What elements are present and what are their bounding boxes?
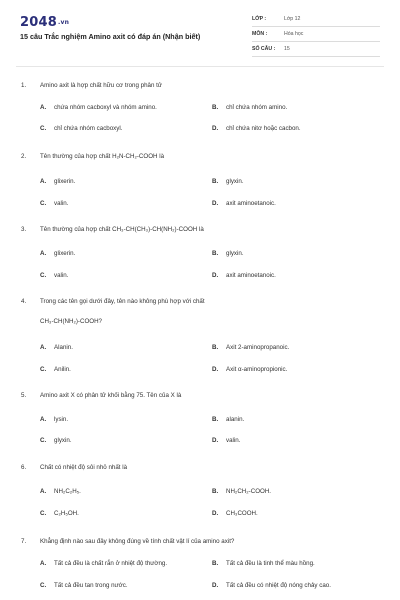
meta-subject-label: MÔN : <box>252 31 268 37</box>
option-b[interactable]: B. Axit 2-aminopropanoic. <box>212 344 290 351</box>
option-b[interactable]: B. chỉ chứa nhóm amino. <box>212 104 288 111</box>
option-d[interactable]: D. axit aminoetanoic. <box>212 200 276 207</box>
question-number: 5. <box>21 392 27 399</box>
question-text-line-2: CH₃-CH(NH₂)-COOH? <box>40 318 102 325</box>
header-divider <box>16 66 384 67</box>
option-a[interactable]: A. Alanin. <box>40 344 73 351</box>
option-d[interactable]: D. Tất cả đều có nhiệt độ nóng chảy cao. <box>212 582 331 589</box>
option-d[interactable]: D. axit aminoetanoic. <box>212 272 276 279</box>
question-text: Tên thường của hợp chất H₂N-CH₂-COOH là <box>40 153 165 160</box>
question-text: Tên thường của hợp chất CH₃-CH(CH₃)-CH(NH₂)-COOH là <box>40 226 204 233</box>
site-logo[interactable]: 2048.vn <box>20 15 70 30</box>
option-a[interactable]: A. Tất cả đều là chất rắn ở nhiệt độ thường. <box>40 560 168 567</box>
option-a[interactable]: A. chứa nhóm cacboxyl và nhóm amino. <box>40 104 157 111</box>
question-number: 2. <box>21 153 27 160</box>
page-header <box>0 0 400 64</box>
question-number: 6. <box>21 464 27 471</box>
option-c[interactable]: C. valin. <box>40 200 69 207</box>
question-number: 3. <box>21 226 27 233</box>
question-number: 7. <box>21 538 27 545</box>
option-b[interactable]: B. alanin. <box>212 416 245 423</box>
meta-subject-value: Hóa học <box>284 31 304 37</box>
logo-suffix: .vn <box>57 19 70 26</box>
meta-subject <box>252 29 380 42</box>
option-d[interactable]: D. chỉ chứa nitơ hoặc cacbon. <box>212 125 301 132</box>
option-c[interactable]: C. valin. <box>40 272 69 279</box>
question-text: Trong các tên gọi dưới đây, tên nào không phù hợp với chất <box>40 298 205 305</box>
option-b[interactable]: B. glyxin. <box>212 250 244 257</box>
option-a[interactable]: A. lysin. <box>40 416 69 423</box>
meta-class <box>252 14 380 27</box>
question-number: 1. <box>21 82 27 89</box>
meta-count-value: 15 <box>284 46 290 52</box>
meta-count <box>252 44 380 57</box>
option-b[interactable]: B. Tất cả đều là tinh thể màu hồng. <box>212 560 315 567</box>
option-a[interactable]: A. glixerin. <box>40 250 76 257</box>
meta-count-label: SỐ CÂU : <box>252 46 276 52</box>
option-c[interactable]: C. chỉ chứa nhóm cacboxyl. <box>40 125 123 132</box>
option-b[interactable]: B. glyxin. <box>212 178 244 185</box>
meta-class-label: LỚP : <box>252 16 267 22</box>
document-title: 15 câu Trắc nghiệm Amino axit có đáp án (Nhận biết) <box>20 32 201 41</box>
question-text: Amino axit là hợp chất hữu cơ trong phân tử <box>40 82 162 89</box>
question-text: Chất có nhiệt độ sôi nhỏ nhất là <box>40 464 128 471</box>
question-text: Khẳng định nào sau đây không đúng về tính chất vật lí của amino axit? <box>40 538 235 545</box>
option-c[interactable]: C. C₂H₅OH. <box>40 510 79 517</box>
option-c[interactable]: C. Anilin. <box>40 366 71 373</box>
option-b[interactable]: B. NH₂CH₂-COOH. <box>212 488 272 495</box>
meta-class-value: Lớp 12 <box>284 16 301 22</box>
option-c[interactable]: C. Tất cả đều tan trong nước. <box>40 582 128 589</box>
option-a[interactable]: A. NH₂C₂H₅. <box>40 488 81 495</box>
option-d[interactable]: D. Axit α-aminopropionic. <box>212 366 288 373</box>
option-d[interactable]: D. CH₃COOH. <box>212 510 258 517</box>
option-c[interactable]: C. glyxin. <box>40 437 72 444</box>
option-a[interactable]: A. glixerin. <box>40 178 76 185</box>
question-number: 4. <box>21 298 27 305</box>
question-text: Amino axit X có phân tử khối bằng 75. Tên của X là <box>40 392 182 399</box>
option-d[interactable]: D. valin. <box>212 437 241 444</box>
